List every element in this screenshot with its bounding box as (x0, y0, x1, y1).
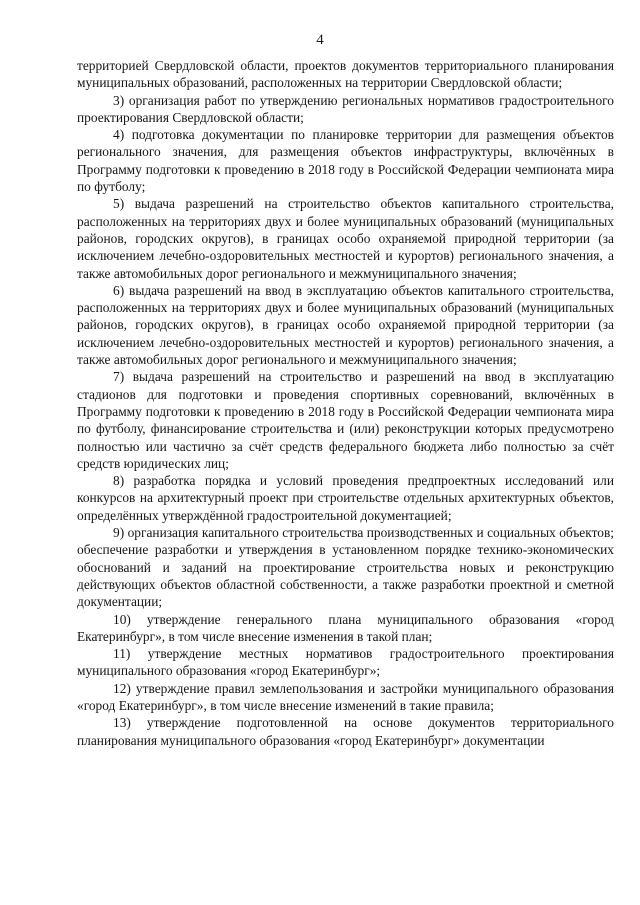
paragraph-item-6: 6) выдача разрешений на ввод в эксплуатацию объектов капитального строительства, расположенных на территориях двух и более муниципальных образований (муниципальных районов, городских округов), в границах особо охраняемой природной территории (за исключением лечебно-оздоровительных местностей и курортов) регионального значения, а также автомобильных дорог регионального и межмуниципального значения; (77, 282, 614, 368)
paragraph-item-11: 11) утверждение местных нормативов градостроительного проектирования муниципального образования «город Екатеринбург»; (77, 646, 614, 679)
paragraph-item-8: 8) разработка порядка и условий проведения предпроектных исследований или конкурсов на архитектурный проект при строительстве отдельных архитектурных объектов, определённых утверждённой градостроительной документацией; (77, 473, 614, 523)
paragraph-item-7: 7) выдача разрешений на строительство и разрешений на ввод в эксплуатацию стадионов для подготовки и проведения спортивных соревнований, включённых в Программу подготовки к проведению в 2018 году в Российской Федерации чемпионата мира по футболу, финансирование строительства и (или) реконструкции которых предусмотрено полностью или частично за счёт средств федерального бюджета либо полностью за счёт средств юридических лиц; (77, 369, 614, 471)
paragraph-item-5: 5) выдача разрешений на строительство объектов капитального строительства, расположенных на территориях двух и более муниципальных образований (муниципальных районов, городских округов), в границах особо охраняемой природной территории (за исключением лечебно-оздоровительных местностей и курортов) регионального значения, а также автомобильных дорог регионального и межмуниципального значения; (77, 196, 614, 281)
page-number: 4 (316, 32, 324, 48)
paragraph-item-10: 10) утверждение генерального плана муниципального образования «город Екатеринбург», в том числе внесение изменения в такой план; (77, 611, 614, 644)
paragraph-item-12: 12) утверждение правил землепользования и застройки муниципального образования «город Екатеринбург», в том числе внесение изменений в такие правила; (77, 680, 614, 713)
paragraph-item-13: 13) утверждение подготовленной на основе документов территориального планирования муниципального образования «город Екатеринбург» документации (77, 715, 614, 748)
document-body (77, 57, 614, 749)
paragraph-item-4: 4) подготовка документации по планировке территории для размещения объектов регионального значения, для размещения объектов инфраструктуры, включённых в Программу подготовки к проведению в 2018 году в Российской Федерации чемпионата мира по футболу; (77, 127, 614, 195)
paragraph-continuation: территорией Свердловской области, проектов документов территориального планирования муниципальных образований, расположенных на территории Свердловской области; (77, 58, 614, 91)
paragraph-item-9: 9) организация капитального строительства производственных и социальных объектов; обеспечение разработки и утверждения в установленном порядке технико-экономических обоснований и заданий на проектирование строительства новых и реконструкцию действующих объектов областной собственности, а также разработки проектной и сметной документации; (77, 525, 614, 610)
paragraph-item-3: 3) организация работ по утверждению региональных нормативов градостроительного проектирования Свердловской области; (77, 92, 614, 125)
